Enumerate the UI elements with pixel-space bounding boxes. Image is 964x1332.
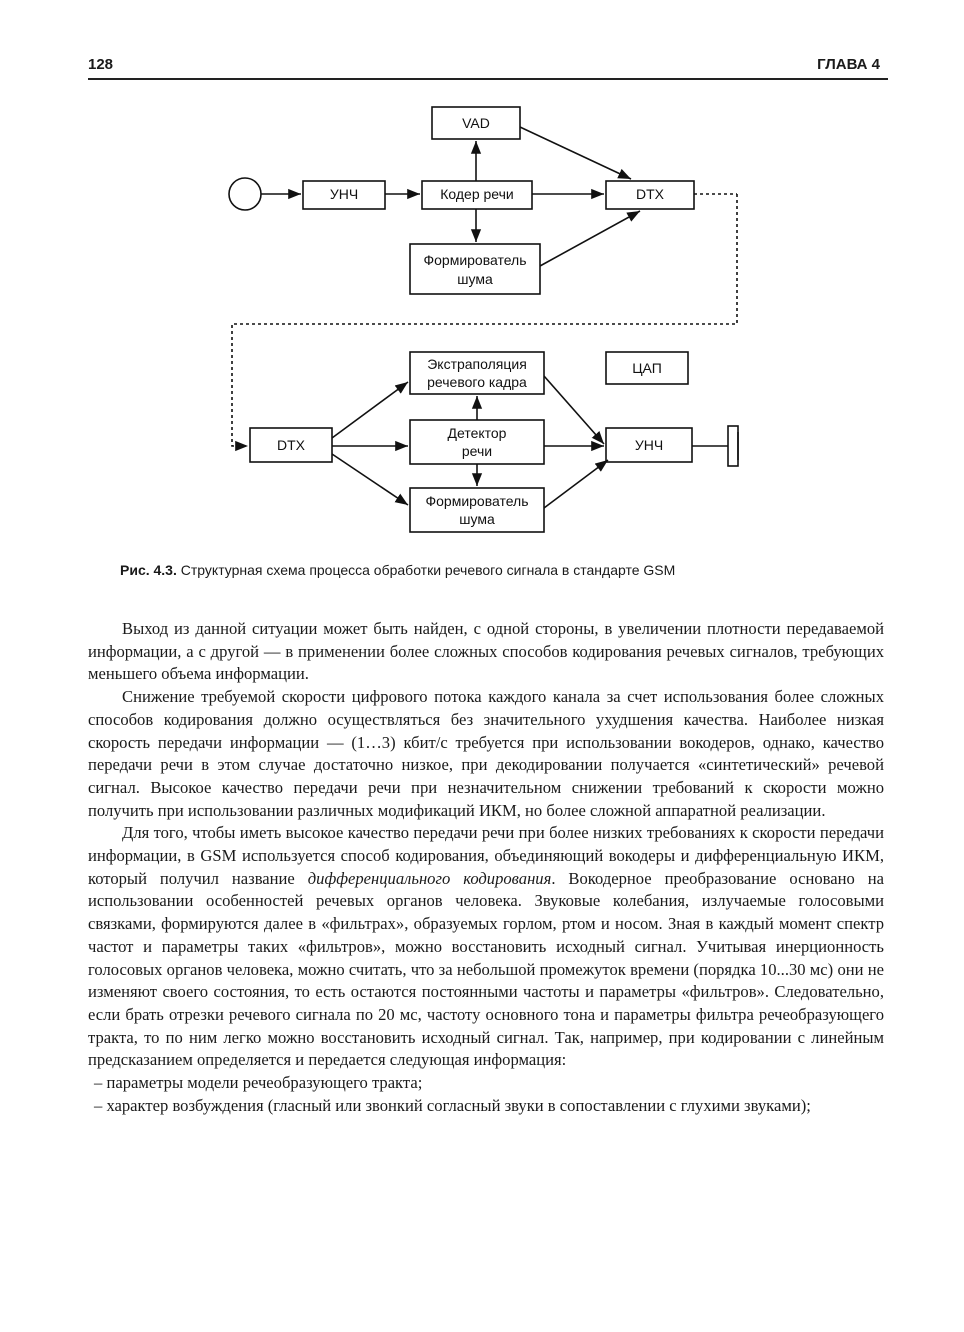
amp-rx-label: УНЧ [634,437,664,453]
term-italic: дифференциального кодирования [307,868,552,888]
list-item: – параметры модели речеобразующего тракта; [94,1073,423,1093]
detector-label-1: Детектор [447,425,507,441]
noise-rx-label-2: шума [459,511,495,527]
noise-rx-label-1: Формирователь [425,493,529,509]
extrap-label-2: речевого кадра [427,374,527,390]
extrap-label-1: Экстраполяция [427,356,527,372]
page-number: 128 [88,56,114,73]
dac-label: ЦАП [632,360,662,376]
figure-caption-text: Структурная схема процесса обработки речевого сигнала в стандарте GSM [180,562,676,578]
detector-label-2: речи [461,443,493,459]
paragraph-text: Для того, чтобы иметь высокое качество передачи речи при более низких требованиях к скорости передачи информации, в GSM используется способ кодирования, объединяющий вокодеры и дифференциальную ИКМ, который получил название [88,823,884,888]
paragraph [88,822,884,1072]
paragraph: Выход из данной ситуации может быть найден, с одной стороны, в увеличении плотности передаваемой информации, а с другой — в применении более сложных способов кодирования речевых сигналов, требующих меньшего объема информации. [88,619,884,684]
body-text [88,618,884,1117]
figure-label: Рис. 4.3. [120,562,177,578]
noise-tx-label-1: Формирователь [423,252,527,268]
speaker-icon [728,426,738,466]
coder-label: Кодер речи [440,186,514,202]
noise-tx-label-2: шума [457,271,493,287]
dtx-rx-label: DTX [277,437,305,453]
figure-caption [120,562,880,578]
dtx-tx-label: DTX [636,186,664,202]
paragraph-text: . Вокодерное преобразование основано на использовании особенностей речевых органов человека. Звуковые колебания, излучаемые голосовыми связками, формируются далее в «фильтрах», образуемых горлом, ртом и носом. Зная в каждый момент спектр частот и параметры таких «фильтров», можно восстановить исходный сигнал. Учитывая инерционность голосовых органов человека, можно считать, что за небольшой промежуток времени (порядка 10...30 мс) они не изменяют своего состояния, то есть остаются постоянными частоты и параметры «фильтров». Следовательно, если брать отрезки речевого сигнала по 20 мс, частоту основного тона и параметры фильтра речеобразующего тракта, то по ним легко можно восстановить исходный сигнал. Так, например, при кодировании с линейным предсказанием определяется и передается следующая информация: [88,868,884,1070]
paragraph: Снижение требуемой скорости цифрового потока каждого канала за счет использования более сложных способов кодирования должно осуществляться без значительного ухудшения качества. Наиболее низкая скорость передачи информации — (1…3) кбит/с требуется при использовании вокодеров, однако, качество передачи речи в этом случае достаточно низкое, при декодировании получается «синтетический» речевой сигнал. Высокое качество передачи речи при незначительном снижении требований к скорости можно получить при использовании различных модификаций ИКМ, но более сложной аппаратной реализации. [88,687,884,820]
vad-label: VAD [462,115,490,131]
block-diagram [0,0,964,560]
chapter-title: ГЛАВА 4 [817,56,880,73]
amp-tx-label: УНЧ [329,186,359,202]
microphone-icon [229,178,261,210]
list-item: – характер возбуждения (гласный или звонкий согласный звуки в сопоставлении с глухими звуками); [94,1095,811,1115]
